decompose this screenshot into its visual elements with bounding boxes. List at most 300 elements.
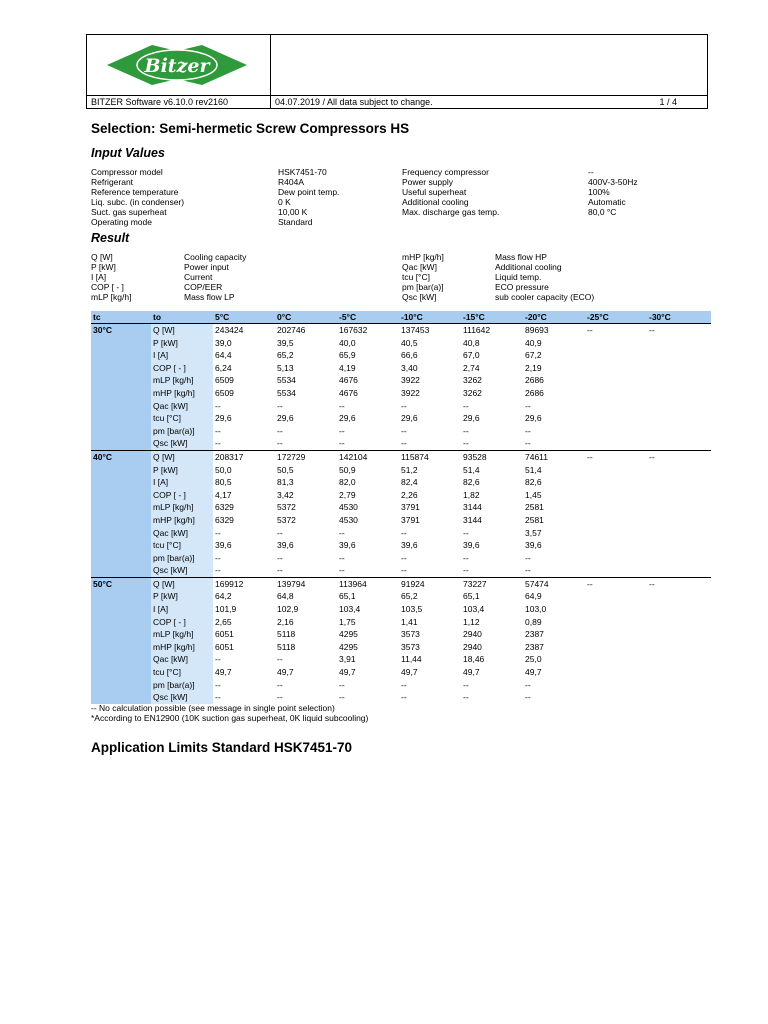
legend-abbr-1: Qac [kW] [402,262,437,272]
value-cell: 169912 [213,577,275,590]
application-limits-title: Application Limits Standard HSK7451-70 [91,740,353,755]
value-cell: -- [525,692,531,703]
value-cell: -- [215,400,221,411]
value-cell: -- [277,565,283,576]
table-row [91,552,711,565]
value-cell: 25,0 [525,654,542,665]
value-cell: -- [647,450,711,463]
value-cell: -- [277,654,283,665]
column-header: -20°C [523,311,585,324]
value-cell: -- [215,654,221,665]
value-cell: 5118 [277,629,296,640]
value-cell [647,539,711,552]
value-cell [647,425,711,438]
page-title: Selection: Semi-hermetic Screw Compressors HS [91,121,410,136]
input-label-3: Additional cooling [402,197,469,207]
footnote-no-calc: -- No calculation possible (see message in single point selection) [91,703,335,713]
value-cell [647,464,711,477]
value-cell: 40,8 [463,337,480,348]
value-cell: 167632 [337,324,399,337]
value-cell [585,616,647,629]
value-cell [647,603,711,616]
value-cell: 172729 [275,450,337,463]
value-cell: 208317 [213,450,275,463]
parameter-cell: Qsc [kW] [151,437,213,450]
value-cell: -- [339,679,345,690]
value-cell: 2581 [525,502,544,513]
value-cell: 29,6 [401,413,418,424]
column-header: -15°C [461,311,523,324]
value-cell [585,349,647,362]
value-cell: -- [647,577,711,590]
legend-abbr-2: I [A] [91,272,107,282]
legend-abbr-0: Q [W] [91,252,113,262]
value-cell: -- [215,527,221,538]
value-cell: 202746 [275,324,337,337]
table-row [91,514,711,527]
value-cell: 5372 [277,514,296,525]
value-cell: -- [463,552,469,563]
value-cell: 51,4 [463,464,480,475]
value-cell [585,387,647,400]
value-cell: -- [339,425,345,436]
value-cell: -- [339,565,345,576]
value-cell: 5118 [277,641,296,652]
value-cell: -- [277,692,283,703]
value-cell: 4,17 [215,489,232,500]
value-cell: 29,6 [339,413,356,424]
input-value-1: 400V-3-50Hz [588,177,638,187]
value-cell: 2,26 [401,489,418,500]
value-cell: 82,0 [339,477,356,488]
input-label-3: Liq. subc. (in condenser) [91,197,185,207]
value-cell: 1,12 [463,616,480,627]
value-cell [585,337,647,350]
parameter-cell: I [A] [151,349,213,362]
value-cell: -- [401,527,407,538]
table-row [91,679,711,692]
value-cell: 82,4 [401,477,418,488]
value-cell: 51,2 [401,464,418,475]
value-cell [647,653,711,666]
value-cell: 65,2 [277,350,294,361]
value-cell: 40,9 [525,337,542,348]
value-cell: 4295 [339,641,358,652]
parameter-cell: Qac [kW] [151,653,213,666]
value-cell: 65,1 [339,591,356,602]
parameter-cell: P [kW] [151,337,213,350]
header-blank-cell [271,35,707,95]
table-row [91,425,711,438]
value-cell: 82,6 [463,477,480,488]
input-value-3: 0 K [278,197,291,207]
value-cell: 93528 [461,450,523,463]
value-cell [585,552,647,565]
table-row [91,691,711,704]
input-value-5: Standard [278,217,313,227]
value-cell: -- [463,400,469,411]
value-cell: -- [401,552,407,563]
value-cell: -- [339,438,345,449]
column-header: -10°C [399,311,461,324]
value-cell: 74611 [523,450,585,463]
input-values-heading: Input Values [91,146,165,160]
value-cell: 39,0 [215,337,232,348]
value-cell: 81,3 [277,477,294,488]
legend-abbr-col1 [91,252,131,302]
value-cell [585,501,647,514]
value-cell: 2940 [463,629,482,640]
value-cell: -- [277,438,283,449]
value-cell: -- [463,692,469,703]
value-cell: -- [525,425,531,436]
value-cell: 18,46 [463,654,485,665]
value-cell [647,489,711,502]
tc-cell: 30°C [91,324,151,451]
value-cell [647,412,711,425]
value-cell: 6329 [215,502,234,513]
value-cell [585,489,647,502]
value-cell: 5372 [277,502,296,513]
value-cell: 2,74 [463,362,480,373]
value-cell [585,590,647,603]
value-cell [647,349,711,362]
parameter-cell: tcu [°C] [151,666,213,679]
value-cell: -- [215,679,221,690]
value-cell: 64,9 [525,591,542,602]
table-row [91,616,711,629]
value-cell: -- [215,552,221,563]
value-cell: -- [401,425,407,436]
value-cell: 91924 [399,577,461,590]
legend-desc-1: Power input [184,262,229,272]
legend-abbr-4: Qsc [kW] [402,292,437,302]
parameter-cell: COP [ - ] [151,362,213,375]
table-row [91,603,711,616]
value-cell: 139794 [275,577,337,590]
table-row [91,374,711,387]
value-cell [585,425,647,438]
value-cell: 49,7 [339,667,356,678]
footnote-en12900: *According to EN12900 (10K suction gas superheat, 0K liquid subcooling) [91,713,369,723]
input-value-1: R404A [278,177,304,187]
value-cell: 2686 [525,387,544,398]
table-row [91,564,711,577]
value-cell: -- [647,324,711,337]
parameter-cell: mHP [kg/h] [151,514,213,527]
value-cell: 66,6 [401,350,418,361]
value-cell: 103,5 [401,604,423,615]
value-cell: 6051 [215,629,234,640]
value-cell [585,653,647,666]
value-cell: -- [525,679,531,690]
value-cell: -- [401,400,407,411]
value-cell [647,552,711,565]
value-cell: 39,6 [463,540,480,551]
value-cell: 40,5 [401,337,418,348]
value-cell: 50,9 [339,464,356,475]
value-cell [647,514,711,527]
value-cell: 3,57 [525,527,542,538]
input-values-col1 [278,167,339,227]
column-header: -5°C [337,311,399,324]
table-row [91,577,711,590]
table-row [91,641,711,654]
value-cell [585,603,647,616]
value-cell: 67,0 [463,350,480,361]
table-row [91,489,711,502]
legend-desc-4: Mass flow LP [184,292,235,302]
value-cell [647,641,711,654]
value-cell: -- [585,577,647,590]
value-cell [647,616,711,629]
table-row [91,464,711,477]
table-row [91,476,711,489]
value-cell: 65,9 [339,350,356,361]
input-values-col2 [588,167,638,217]
value-cell [647,691,711,704]
value-cell [647,527,711,540]
value-cell: 3,42 [277,489,294,500]
results-table [91,311,711,704]
column-header: 5°C [213,311,275,324]
value-cell [585,362,647,375]
value-cell: 3922 [401,375,420,386]
parameter-cell: mHP [kg/h] [151,641,213,654]
parameter-cell: COP [ - ] [151,489,213,502]
value-cell: -- [277,527,283,538]
value-cell: -- [463,425,469,436]
value-cell: 3791 [401,502,420,513]
input-label-2: Useful superheat [402,187,467,197]
legend-abbr-0: mHP [kg/h] [402,252,444,262]
value-cell: 4,19 [339,362,356,373]
value-cell [585,641,647,654]
value-cell [585,464,647,477]
parameter-cell: tcu [°C] [151,412,213,425]
input-labels-col2 [402,167,499,217]
value-cell: 3573 [401,641,420,652]
input-value-0: -- [588,167,594,177]
legend-abbr-1: P [kW] [91,262,116,272]
parameter-cell: Q [W] [151,450,213,463]
legend-desc-2: Liquid temp. [495,272,542,282]
value-cell [647,590,711,603]
value-cell: 57474 [523,577,585,590]
input-label-1: Power supply [402,177,454,187]
table-header-row [91,311,711,324]
value-cell: 50,5 [277,464,294,475]
value-cell: 49,7 [401,667,418,678]
value-cell: 39,6 [401,540,418,551]
table-row [91,324,711,337]
value-cell [585,564,647,577]
value-cell: -- [401,438,407,449]
value-cell: 49,7 [525,667,542,678]
parameter-cell: Qac [kW] [151,400,213,413]
legend-abbr-2: tcu [°C] [402,272,430,282]
value-cell: 111642 [461,324,523,337]
table-row [91,400,711,413]
value-cell: 49,7 [277,667,294,678]
input-label-4: Max. discharge gas temp. [402,207,500,217]
parameter-cell: I [A] [151,476,213,489]
input-value-2: 100% [588,187,610,197]
value-cell: -- [585,324,647,337]
logo-cell [87,35,271,95]
legend-desc-3: COP/EER [184,282,223,292]
value-cell: 6,24 [215,362,232,373]
parameter-cell: Qsc [kW] [151,564,213,577]
parameter-cell: mLP [kg/h] [151,501,213,514]
column-header: 0°C [275,311,337,324]
value-cell [585,400,647,413]
value-cell [585,539,647,552]
value-cell [585,679,647,692]
value-cell: -- [525,438,531,449]
value-cell: 6051 [215,641,234,652]
value-cell: 5534 [277,375,296,386]
value-cell: 82,6 [525,477,542,488]
parameter-cell: mLP [kg/h] [151,628,213,641]
input-label-4: Suct. gas superheat [91,207,167,217]
input-value-0: HSK7451-70 [278,167,327,177]
parameter-cell: Q [W] [151,577,213,590]
date-note: 04.07.2019 / All data subject to change. [275,97,433,107]
parameter-cell: COP [ - ] [151,616,213,629]
value-cell: 6329 [215,514,234,525]
value-cell [585,374,647,387]
value-cell: 103,0 [525,604,547,615]
value-cell: 5,13 [277,362,294,373]
value-cell: 4530 [339,502,358,513]
value-cell: 102,9 [277,604,299,615]
value-cell [585,666,647,679]
value-cell: 39,6 [215,540,232,551]
value-cell: 113964 [337,577,399,590]
legend-abbr-col2 [402,252,444,302]
value-cell: -- [401,679,407,690]
value-cell: 3144 [463,502,482,513]
input-value-2: Dew point temp. [278,187,340,197]
input-value-3: Automatic [588,197,626,207]
value-cell: 29,6 [525,413,542,424]
value-cell: 101,9 [215,604,237,615]
value-cell: 64,8 [277,591,294,602]
value-cell: -- [339,527,345,538]
value-cell: 2,79 [339,489,356,500]
value-cell [585,514,647,527]
value-cell: 137453 [399,324,461,337]
table-row [91,501,711,514]
input-label-5: Operating mode [91,217,152,227]
value-cell: -- [277,552,283,563]
value-cell [585,628,647,641]
parameter-cell: P [kW] [151,464,213,477]
legend-desc-0: Cooling capacity [184,252,247,262]
value-cell: -- [277,425,283,436]
value-cell: 64,2 [215,591,232,602]
value-cell [647,337,711,350]
value-cell [647,362,711,375]
value-cell: 243424 [213,324,275,337]
value-cell: 4295 [339,629,358,640]
value-cell: 51,4 [525,464,542,475]
value-cell: -- [525,552,531,563]
value-cell: 64,4 [215,350,232,361]
value-cell: 3144 [463,514,482,525]
input-labels-col1 [91,167,184,227]
input-label-2: Reference temperature [91,187,179,197]
value-cell: 3922 [401,387,420,398]
value-cell: -- [339,692,345,703]
value-cell [647,476,711,489]
value-cell: 6509 [215,375,234,386]
value-cell: -- [277,679,283,690]
value-cell: -- [401,565,407,576]
parameter-cell: tcu [°C] [151,539,213,552]
value-cell: 49,7 [215,667,232,678]
table-row [91,412,711,425]
value-cell: 103,4 [463,604,485,615]
legend-desc-col1 [184,252,246,302]
value-cell: 2581 [525,514,544,525]
value-cell: 29,6 [463,413,480,424]
legend-desc-3: ECO pressure [495,282,549,292]
value-cell: 3791 [401,514,420,525]
tc-cell: 40°C [91,450,151,577]
table-row [91,653,711,666]
value-cell: -- [215,438,221,449]
table-row [91,387,711,400]
page-number: 1 / 4 [659,97,677,107]
value-cell: 39,5 [277,337,294,348]
parameter-cell: P [kW] [151,590,213,603]
value-cell: 3262 [463,375,482,386]
value-cell: 2,16 [277,616,294,627]
value-cell: -- [401,692,407,703]
value-cell [647,387,711,400]
legend-abbr-3: pm [bar(a)] [402,282,444,292]
value-cell: 73227 [461,577,523,590]
value-cell: -- [585,450,647,463]
value-cell: 2686 [525,375,544,386]
table-row [91,628,711,641]
value-cell: 65,1 [463,591,480,602]
header-footer-row [87,96,707,109]
value-cell: -- [463,565,469,576]
value-cell: 103,4 [339,604,361,615]
value-cell: 3,40 [401,362,418,373]
table-row [91,349,711,362]
column-header: tc [91,311,151,324]
value-cell: 29,6 [215,413,232,424]
value-cell: 6509 [215,387,234,398]
value-cell: 3262 [463,387,482,398]
input-label-0: Frequency compressor [402,167,489,177]
parameter-cell: Qsc [kW] [151,691,213,704]
value-cell: 65,2 [401,591,418,602]
column-header: to [151,311,213,324]
value-cell: -- [215,692,221,703]
value-cell: 11,44 [401,654,422,665]
legend-desc-4: sub cooler capacity (ECO) [495,292,595,302]
value-cell: -- [463,438,469,449]
value-cell [647,666,711,679]
value-cell: 5534 [277,387,296,398]
legend-desc-0: Mass flow HP [495,252,547,262]
software-version: BITZER Software v6.10.0 rev2160 [91,97,229,107]
